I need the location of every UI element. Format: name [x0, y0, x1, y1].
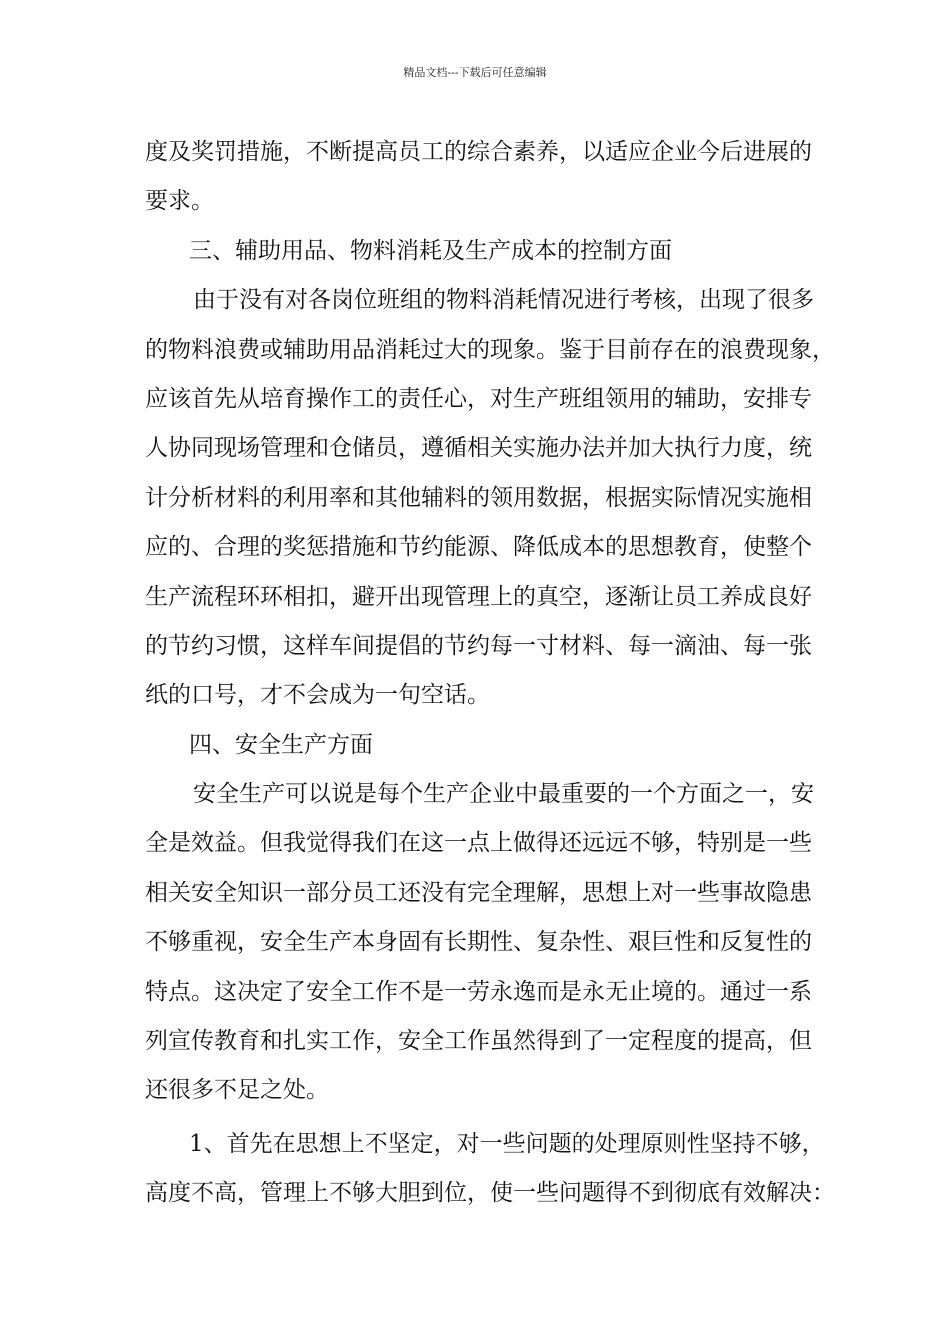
section-heading: 三、辅助用品、物料消耗及生产成本的控制方面: [189, 237, 672, 264]
body-line: 要求。: [145, 188, 214, 215]
body-line: 的节约习惯，这样车间提倡的节约每一寸材料、每一滴油、每一张: [145, 632, 812, 659]
paragraph-first-line: 安全生产可以说是每个生产企业中最重要的一个方面之一，安: [193, 781, 814, 808]
body-line: 人协同现场管理和仓储员，遵循相关实施办法并加大执行力度，统: [145, 435, 812, 462]
body-line: 还很多不足之处。: [145, 1077, 329, 1104]
paragraph-first-line: 由于没有对各岗位班组的物料消耗情况进行考核，出现了很多: [193, 287, 814, 314]
body-line: 生产流程环环相扣，避开出现管理上的真空，逐渐让员工养成良好: [145, 583, 812, 610]
body-line: 的物料浪费或辅助用品消耗过大的现象。鉴于目前存在的浪费现象，: [145, 336, 835, 363]
body-line: 全是效益。但我觉得我们在这一点上做得还远远不够，特别是一些: [145, 830, 812, 857]
body-line: 纸的口号，才不会成为一句空话。: [145, 682, 490, 709]
list-item-first-line: 1、首先在思想上不坚定，对一些问题的处理原则性坚持不够，: [189, 1130, 825, 1157]
body-line: 不够重视，安全生产本身固有长期性、复杂性、艰巨性和反复性的: [145, 929, 812, 956]
body-line: 应该首先从培育操作工的责任心，对生产班组领用的辅助，安排专: [145, 385, 812, 412]
body-line: 相关安全知识一部分员工还没有完全理解，思想上对一些事故隐患: [145, 879, 812, 906]
body-line: 应的、合理的奖惩措施和节约能源、降低成本的思想教育，使整个: [145, 534, 812, 561]
body-line: 列宣传教育和扎实工作，安全工作虽然得到了一定程度的提高，但: [145, 1028, 812, 1055]
body-line: 计分析材料的利用率和其他辅料的领用数据，根据实际情况实施相: [145, 484, 812, 511]
page-header: 精品文档---下载后可任意编辑: [403, 66, 547, 79]
body-line: 高度不高，管理上不够大胆到位，使一些问题得不到彻底有效解决：: [145, 1180, 835, 1207]
section-heading: 四、安全生产方面: [189, 731, 373, 758]
document-body: [145, 132, 835, 1223]
body-line: 特点。这决定了安全工作不是一劳永逸而是永无止境的。通过一系: [145, 978, 812, 1005]
body-line: 度及奖罚措施，不断提高员工的综合素养，以适应企业今后进展的: [145, 139, 812, 165]
